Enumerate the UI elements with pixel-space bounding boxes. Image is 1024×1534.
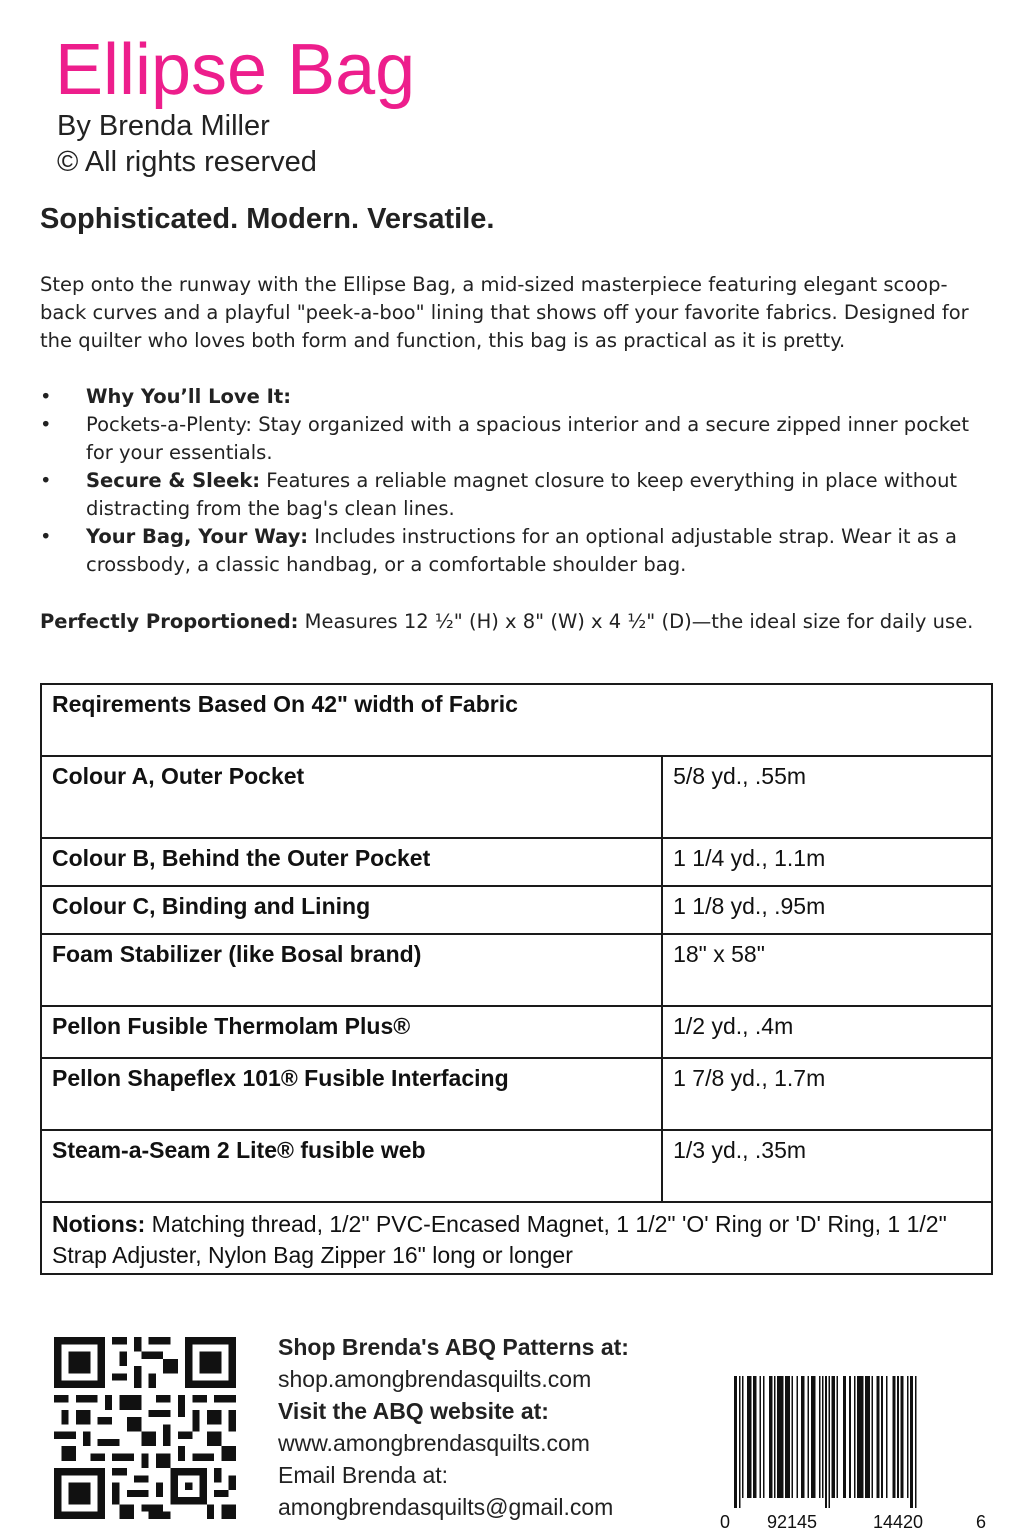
barcode-bar xyxy=(843,1376,846,1498)
pattern-title: Ellipse Bag xyxy=(55,30,416,110)
material-name: Pellon Shapeflex 101® Fusible Interfacing xyxy=(41,1058,662,1130)
barcode xyxy=(720,1376,985,1534)
barcode-digit-lead: 0 xyxy=(720,1512,731,1532)
feature-item xyxy=(40,411,990,467)
table-row xyxy=(41,1130,992,1202)
barcode-bar xyxy=(760,1376,762,1498)
barcode-bar xyxy=(808,1376,810,1498)
barcode-bar xyxy=(881,1376,883,1498)
notions-row xyxy=(41,1202,992,1274)
barcode-bar xyxy=(819,1376,821,1498)
material-name: Foam Stabilizer (like Bosal brand) xyxy=(41,934,662,1006)
barcode-bar xyxy=(742,1376,744,1498)
intro-paragraph: Step onto the runway with the Ellipse Bag, a mid-sized masterpiece featuring elegant scoop-back curves and a playful "peek-a-boo" lining that shows off your favorite fabrics. Designed for the quilter who loves both form and function, this bag is as practical as it is pretty. xyxy=(40,273,969,352)
qr-code-icon xyxy=(54,1337,236,1519)
barcode-bar xyxy=(865,1376,870,1498)
barcode-bar xyxy=(825,1376,827,1508)
feature-lead: Why You’ll Love It: xyxy=(86,385,291,408)
barcode-bars xyxy=(720,1376,985,1508)
material-amount: 1/3 yd., .35m xyxy=(662,1130,992,1202)
website-heading: Visit the ABQ website at: xyxy=(278,1398,549,1424)
barcode-bar xyxy=(822,1376,824,1498)
feature-lead: Your Bag, Your Way: xyxy=(86,525,309,548)
barcode-bar xyxy=(796,1376,798,1498)
website-url[interactable]: www.amongbrendasquilts.com xyxy=(278,1430,590,1456)
bullet-icon: • xyxy=(40,469,52,492)
barcode-bar xyxy=(832,1376,835,1498)
bullet-icon: • xyxy=(40,413,52,436)
barcode-digit-check: 6 xyxy=(976,1512,987,1532)
material-name: Pellon Fusible Thermolam Plus® xyxy=(41,1006,662,1058)
material-amount: 1 7/8 yd., 1.7m xyxy=(662,1058,992,1130)
author-byline: By Brenda Miller xyxy=(57,110,270,142)
table-row xyxy=(41,1058,992,1130)
barcode-bar xyxy=(886,1376,888,1498)
barcode-bar xyxy=(811,1376,816,1498)
feature-item xyxy=(40,467,990,523)
barcode-bar xyxy=(792,1376,794,1498)
barcode-bar xyxy=(774,1376,776,1498)
barcode-bar xyxy=(876,1376,879,1498)
barcode-bar xyxy=(739,1376,741,1508)
barcode-bar xyxy=(769,1376,772,1498)
feature-text: Pockets-a-Plenty: Stay organized with a spacious interior and a secure zipped inner pocket for your essentials. xyxy=(86,413,970,464)
shop-url[interactable]: shop.amongbrendasquilts.com xyxy=(278,1366,592,1392)
material-name: Steam-a-Seam 2 Lite® fusible web xyxy=(41,1130,662,1202)
feature-text: Features a reliable magnet closure to keep everything in place without distracting from the bag's clean lines. xyxy=(86,469,958,520)
barcode-bar xyxy=(915,1376,917,1508)
material-amount: 18" x 58" xyxy=(662,934,992,1006)
barcode-bar xyxy=(836,1376,838,1498)
barcode-bar xyxy=(747,1376,752,1498)
barcode-bar xyxy=(801,1376,804,1498)
requirements-heading: Reqirements Based On 42" width of Fabric xyxy=(41,684,992,756)
table-row xyxy=(41,756,992,838)
material-amount: 1 1/4 yd., 1.1m xyxy=(662,838,992,886)
table-row xyxy=(41,838,992,886)
dimensions-paragraph xyxy=(40,608,990,636)
barcode-bar xyxy=(763,1376,765,1498)
barcode-bar xyxy=(910,1376,913,1508)
email-address[interactable]: amongbrendasquilts@gmail.com xyxy=(278,1494,614,1520)
material-amount: 1/2 yd., .4m xyxy=(662,1006,992,1058)
barcode-bar xyxy=(872,1376,874,1498)
feature-item xyxy=(40,383,990,411)
barcode-bar xyxy=(828,1376,830,1508)
table-header-row xyxy=(41,684,992,756)
barcode-bar xyxy=(892,1376,895,1498)
table-row xyxy=(41,934,992,1006)
feature-item xyxy=(40,523,990,579)
contact-block xyxy=(278,1331,629,1523)
barcode-bar xyxy=(897,1376,899,1498)
feature-text: Includes instructions for an optional adjustable strap. Wear it as a crossbody, a classic handbag, or a comfortable shoulder bag. xyxy=(86,525,957,576)
dimensions-text: Measures 12 ½" (H) x 8" (W) x 4 ½" (D)—the ideal size for daily use. xyxy=(298,610,974,633)
table-row xyxy=(41,886,992,934)
barcode-bar xyxy=(900,1376,903,1498)
barcode-digits-left: 92145 xyxy=(767,1512,818,1532)
barcode-bar xyxy=(753,1376,756,1498)
barcode-bar xyxy=(854,1376,856,1498)
email-heading: Email Brenda at: xyxy=(278,1462,449,1488)
copyright-notice: © All rights reserved xyxy=(57,146,317,178)
barcode-bar xyxy=(734,1376,737,1508)
feature-list xyxy=(40,383,990,579)
material-amount: 1 1/8 yd., .95m xyxy=(662,886,992,934)
shop-heading: Shop Brenda's ABQ Patterns at: xyxy=(278,1334,629,1360)
bullet-icon: • xyxy=(40,385,52,408)
dimensions-lead: Perfectly Proportioned: xyxy=(40,610,299,633)
material-name: Colour C, Binding and Lining xyxy=(41,886,662,934)
material-name: Colour A, Outer Pocket xyxy=(41,756,662,838)
barcode-bar xyxy=(777,1376,783,1498)
barcode-bar xyxy=(849,1376,851,1498)
barcode-digits-right: 14420 xyxy=(873,1512,924,1532)
tagline: Sophisticated. Modern. Versatile. xyxy=(40,203,495,235)
barcode-bar xyxy=(785,1376,790,1498)
barcode-bar xyxy=(907,1376,909,1498)
material-name: Colour B, Behind the Outer Pocket xyxy=(41,838,662,886)
notions-label: Notions: xyxy=(52,1211,146,1237)
table-row xyxy=(41,1006,992,1058)
bullet-icon: • xyxy=(40,525,52,548)
requirements-table xyxy=(40,683,993,1275)
notions-text: Matching thread, 1/2" PVC-Encased Magnet, 1 1/2" 'O' Ring or 'D' Ring, 1 1/2" Strap Adjuster, Nylon Bag Zipper 16" long or longer xyxy=(52,1211,947,1268)
material-amount: 5/8 yd., .55m xyxy=(662,756,992,838)
barcode-bar xyxy=(857,1376,863,1498)
feature-lead: Secure & Sleek: xyxy=(86,469,261,492)
notions-cell xyxy=(41,1202,992,1274)
